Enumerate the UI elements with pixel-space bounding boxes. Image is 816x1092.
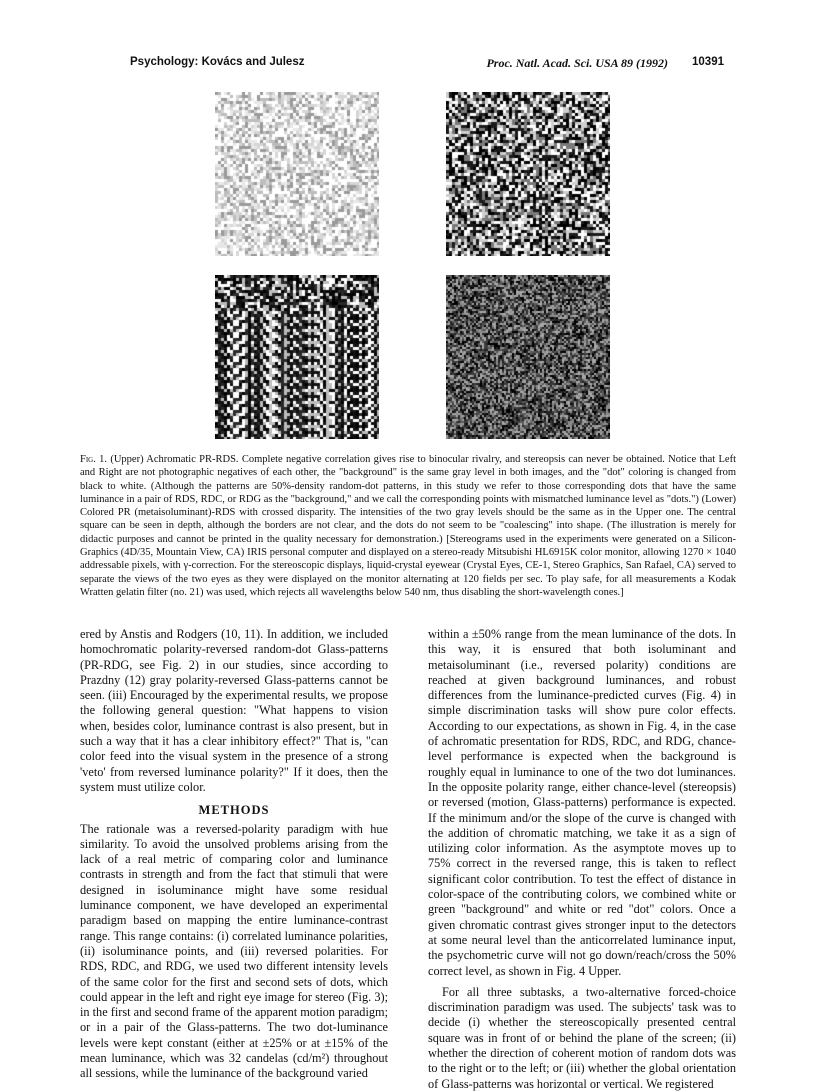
figure-label: Fig. 1.	[80, 454, 108, 465]
paragraph: For all three subtasks, a two-alternative forced-choice discrimination paradigm was used. The subjects' task was to decide (i) whether the stereoscopically presented central square was in front of or behind the plane of the screen; (ii) whether the direction of coherent motion of random dots was to the right or to the left; or (iii) whether the global orientation of Glass-patterns was horizontal or vertical. We registered	[428, 984, 736, 1091]
running-header	[130, 56, 724, 72]
header-authors: Psychology: Kovács and Julesz	[130, 56, 305, 68]
header-journal: Proc. Natl. Acad. Sci. USA 89 (1992)	[486, 56, 668, 70]
section-title-methods: METHODS	[198, 803, 270, 818]
stereogram-lower-left	[215, 275, 379, 439]
figure-caption	[80, 453, 736, 599]
stereogram-upper-right	[446, 92, 610, 256]
caption-text: (Upper) Achromatic PR-RDS. Complete negative correlation gives rise to binocular rivalry, and stereopsis can never be obtained. Notice that Left and Right are not photographic negatives of each other, the "background" is the same gray level in both images, and the "dot" coloring is changed from black to white. (Although the patterns are 50%-density random-dot patterns, in this study we refer to those corresponding dots that have the same luminance in a pair of RDS, RDC, or RDG as the "background," and we call the corresponding points with mismatched luminance level as "dots.") (Lower) Colored PR (metaisoluminant)-RDS with crossed disparity. The intensities of the two gray levels should be the same as in the Upper one. The central square can be seen in depth, although the borders are not clear, and the dots do not seem to be "coalescing" into shape. (The illustration is merely for didactic purposes and cannot be printed in the quality necessary for demonstration.) [Stereograms used in the experiments were generated on a Silicon-Graphics (4D/35, Mountain View, CA) IRIS personal computer and displayed on a stereo-ready Mitsubishi HL6915K color monitor, allowing 1270 × 1040 addressable pixels, with γ-correction. For the stereoscopic displays, liquid-crystal eyewear (Crystal Eyes, CE-1, Stereo Graphics, San Rafael, CA) served to separate the views of the two eyes as they were displayed on the monitor alternating at 120 fields per sec. To play safe, for all measurements a Kodak Wratten gelatin filter (no. 21) was used, which rejects all wavelengths below 540 nm, thus disabling the short-wavelength cones.]	[80, 454, 737, 598]
header-page-number: 10391	[692, 56, 724, 68]
stereogram-lower-right	[446, 275, 610, 439]
paragraph: within a ±50% range from the mean luminance of the dots. In this way, it is ensured that both isoluminant and metaisoluminant (i.e., reversed polarity) conditions are reached at given background luminances, and robust differences from the luminance-predicted curves (Fig. 4) in simple discrimination tasks will show pure color effects. According to our expectations, as shown in Fig. 4, in the case of achromatic presentation for RDS, RDC, and RDG, chance-level performance is expected when the background is roughly equal in luminance to one of the two dot luminances. In the opposite polarity range, either chance-level (stereopsis) or reversed (motion, Glass-patterns) performance is expected. If the minimum and/or the slope of the curve is changed with the addition of chromatic matching, we take it as a sign of utilizing color information. As the asymptote moves up to 75% correct in the reversed range, this is taken to reflect significant color contribution. To test the effect of distance in color-space of the contributing colors, we combined white or green "background" and white or red "dot" colors. Once a given chromatic contrast gives stronger input to the detectors at some neural level than the anticorrelated luminance input, the psychometric curve will not go down/reach/cross the 50% correct level, as shown in Fig. 4 Upper.	[428, 627, 736, 978]
stereogram-upper-left	[215, 92, 379, 256]
left-column	[80, 627, 388, 1082]
right-column	[428, 627, 736, 1092]
paragraph: The rationale was a reversed-polarity paradigm with hue similarity. To avoid the unsolved problems arising from the lack of a real metric of comparing color and luminance contrasts in strength and from the fact that stimuli that were designed in isoluminance might have some residual luminance component, we have developed an experimental paradigm based on mapping the entire luminance-contrast range. This range contains: (i) correlated luminance polarities, (ii) isoluminance points, and (iii) reversed polarities. For RDS, RDC, and RDG, we used two different intensity levels of the same color for the first and second sets of dots, which could appear in the left and right eye image for stereo (Fig. 3); in the first and second frame of the apparent motion paradigm; or in a pair of the Glass-patterns. The two dot-luminance levels were kept constant (either at ±25% or at ±15% of the mean luminance, which was 32 candelas (cd/m²) throughout all sessions, while the luminance of the background varied	[80, 821, 389, 1081]
paragraph: ered by Anstis and Rodgers (10, 11). In addition, we included homochromatic polarity-reversed random-dot Glass-patterns (PR-RDG, see Fig. 2) in our studies, since according to Prazdny (12) gray polarity-reversed Glass-patterns cannot be seen. (iii) Encouraged by the experimental results, we propose the following general question: "What happens to vision when, besides color, luminance contrast is also present, but in such a way that it has a clear inhibitory effect?" That is, "can color feed into the visual system in the presence of a strong 'veto' from reversed luminance polarity?" If it does, then the system must utilize color.	[80, 627, 388, 794]
